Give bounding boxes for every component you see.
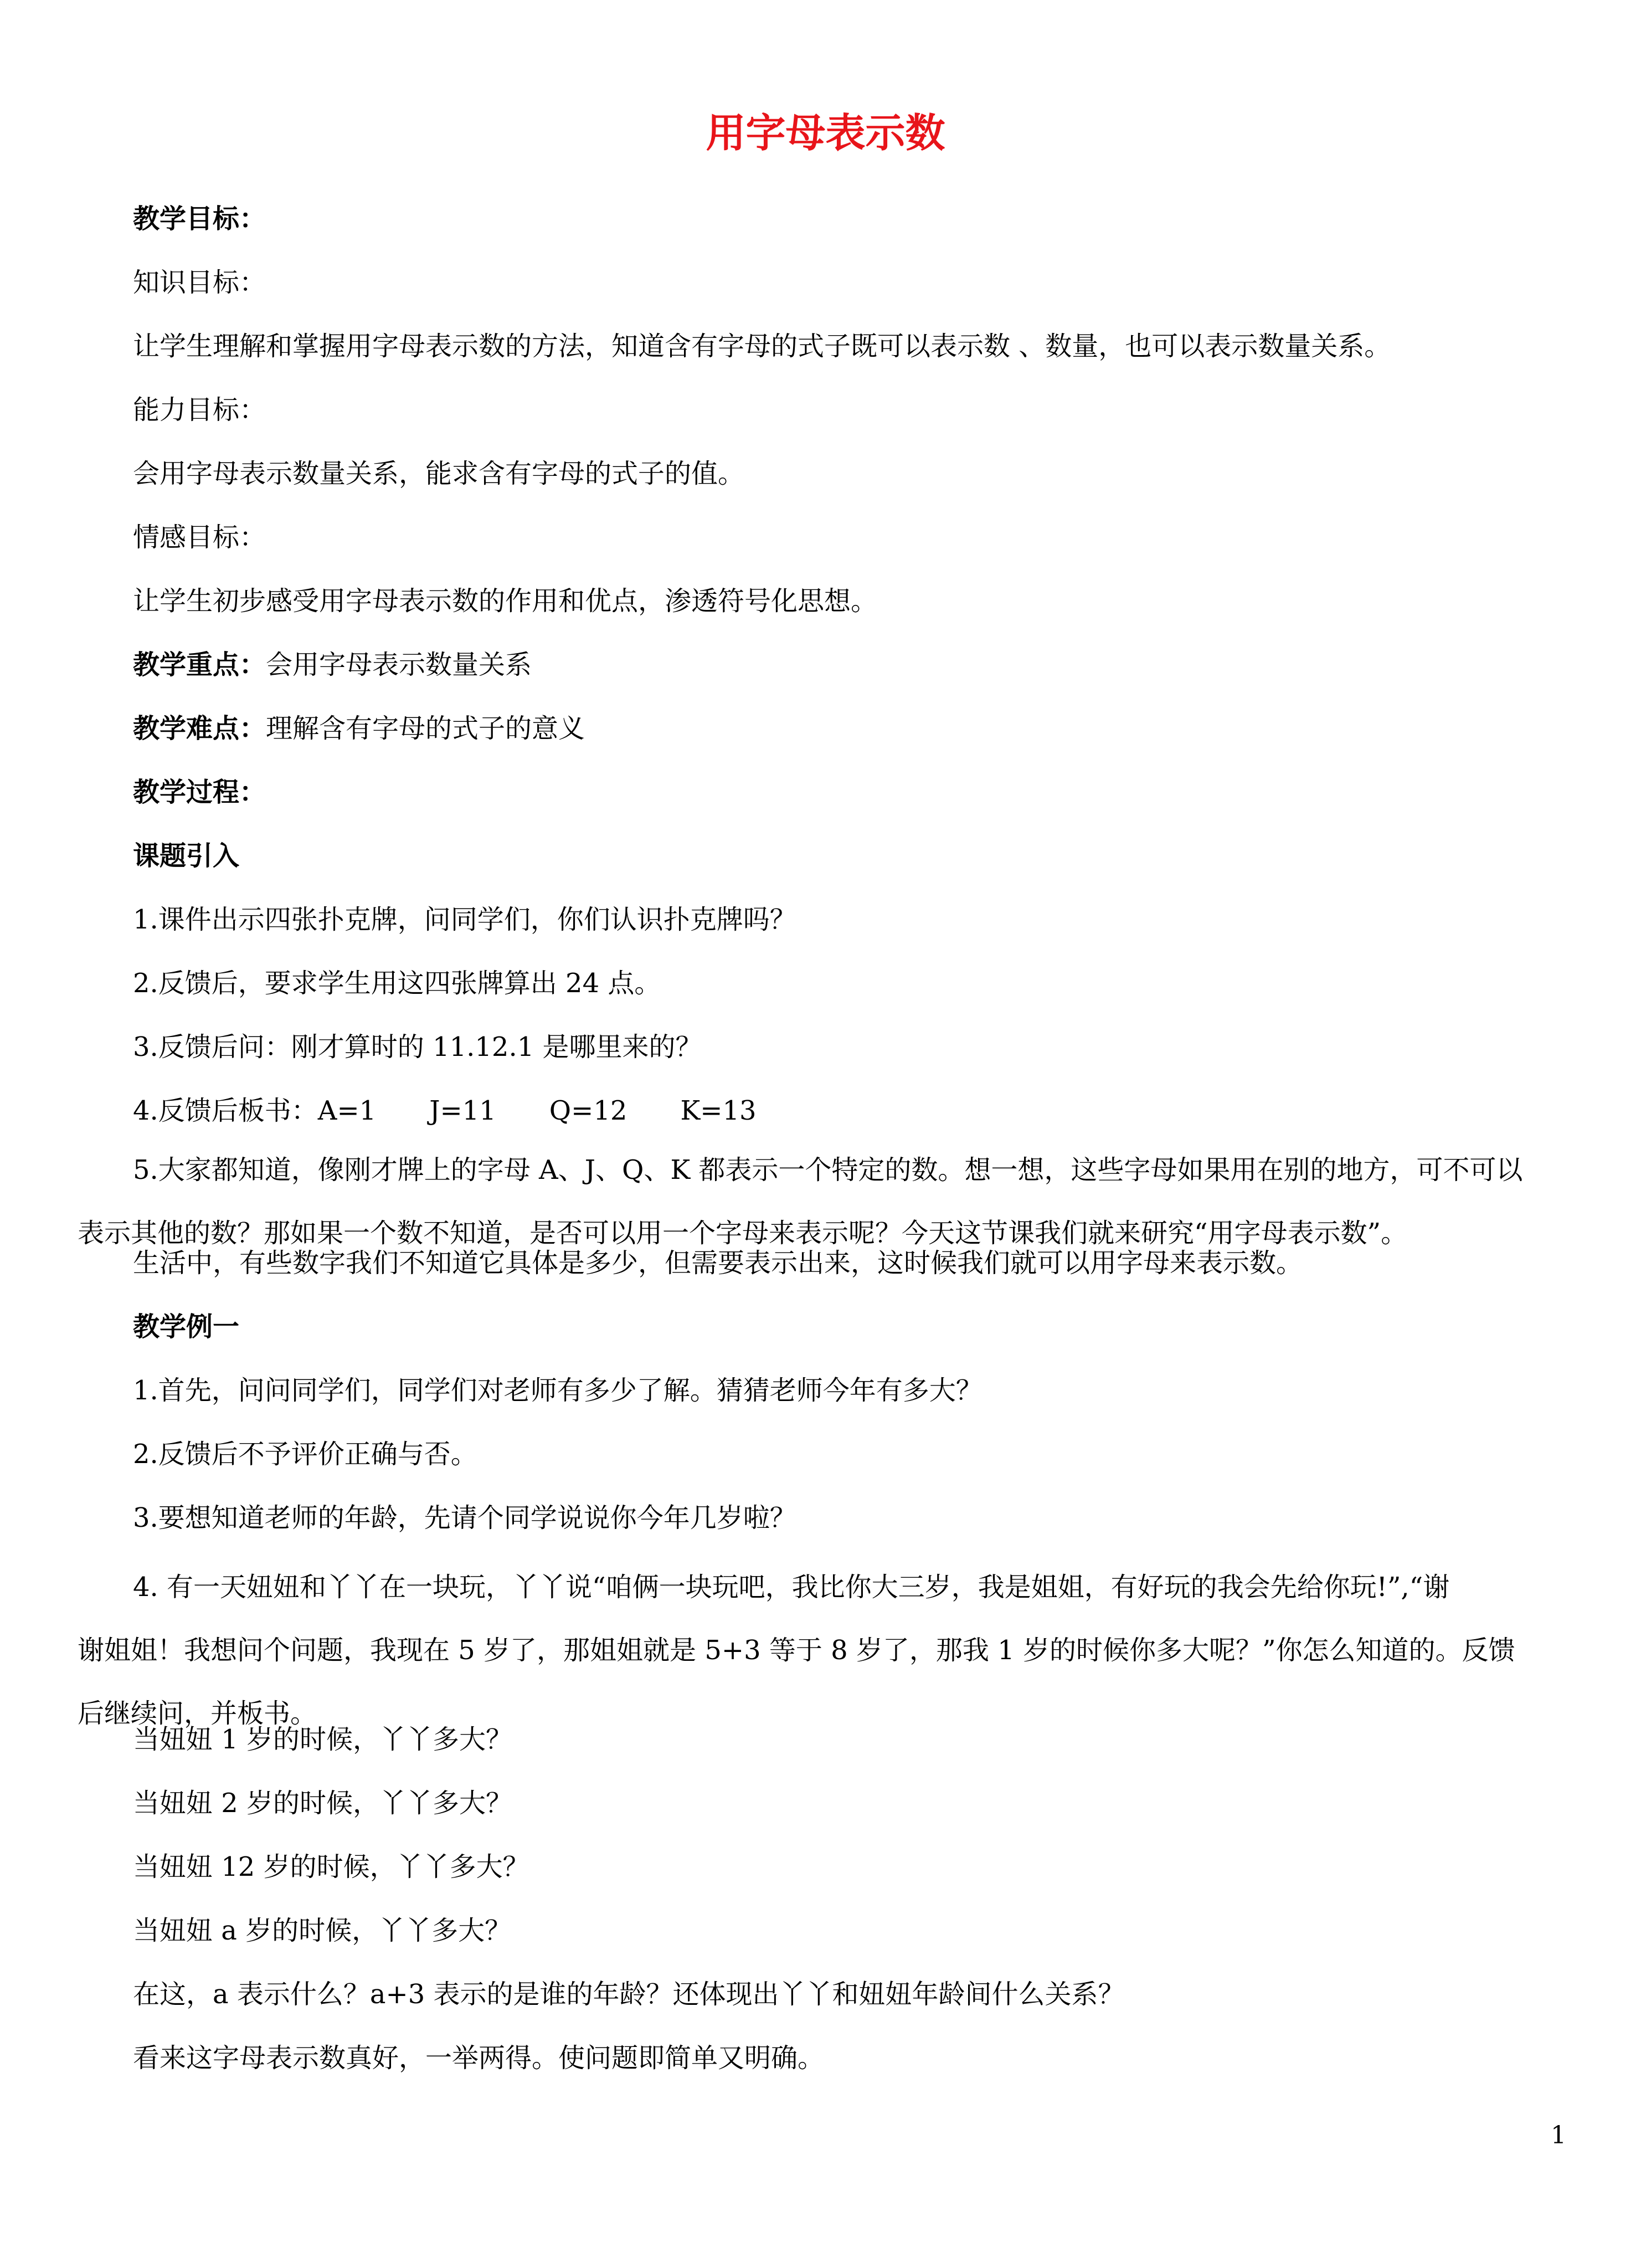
summary-1: 在这，a 表示什么？a+3 表示的是谁的年龄？还体现出丫丫和妞妞年龄间什么关系？ xyxy=(133,1979,1125,2010)
intro-item-5-line-2: 表示其他的数？那如果一个数不知道，是否可以用一个字母来表示呢？今天这节课我们就来研究“用字母表示数”。 xyxy=(78,1218,1408,1249)
example1-item-4 xyxy=(78,1556,1573,1745)
example1-item-1: 1.首先，问问同学们，同学们对老师有多少了解。猜猜老师今年有多大？ xyxy=(133,1375,983,1406)
summary-2: 看来这字母表示数真好，一举两得。使问题即简单又明确。 xyxy=(133,2043,825,2074)
intro-heading: 课题引入 xyxy=(133,840,240,871)
key-point-text: 会用字母表示数量关系 xyxy=(266,649,532,680)
knowledge-text: 让学生理解和掌握用字母表示数的方法，知道含有字母的式子既可以表示数 、数量，也可以表示数量关系。 xyxy=(133,331,1391,362)
process-heading: 教学过程： xyxy=(133,777,266,808)
intro-item-4: 4.反馈后板书：A=1 J=11 Q=12 K=13 xyxy=(133,1095,757,1126)
example1-item-4-line-3: 后继续问，并板书。 xyxy=(78,1698,317,1729)
emotion-text: 让学生初步感受用字母表示数的作用和优点，渗透符号化思想。 xyxy=(133,586,878,617)
emotion-label: 情感目标： xyxy=(133,522,266,553)
intro-item-2: 2.反馈后，要求学生用这四张牌算出 24 点。 xyxy=(133,968,661,999)
question-4: 当妞妞 a 岁的时候，丫丫多大？ xyxy=(133,1915,512,1946)
example1-item-4-line-1: 4. 有一天妞妞和丫丫在一块玩，丫丫说“咱俩一块玩吧，我比你大三岁，我是姐姐，有好玩的我会先给你玩!”,“谢 xyxy=(133,1572,1450,1603)
difficulty-text: 理解含有字母的式子的意义 xyxy=(266,713,585,744)
intro-item-3: 3.反馈后问：刚才算时的 11.12.1 是哪里来的？ xyxy=(133,1032,702,1063)
question-3: 当妞妞 12 岁的时候，丫丫多大？ xyxy=(133,1851,529,1882)
question-1: 当妞妞 1 岁的时候，丫丫多大？ xyxy=(133,1724,513,1755)
difficulty-label: 教学难点： xyxy=(133,713,266,744)
question-2: 当妞妞 2 岁的时候，丫丫多大？ xyxy=(133,1788,513,1819)
ability-label: 能力目标： xyxy=(133,394,266,425)
key-point xyxy=(133,643,532,687)
example1-item-3: 3.要想知道老师的年龄，先请个同学说说你今年几岁啦？ xyxy=(133,1502,796,1533)
key-point-label: 教学重点： xyxy=(133,649,266,680)
page-title: 用字母表示数 xyxy=(706,109,945,156)
life-text: 生活中，有些数字我们不知道它具体是多少，但需要表示出来，这时候我们就可以用字母来表示数。 xyxy=(133,1248,1303,1279)
page-number: 1 xyxy=(1551,2121,1566,2149)
intro-item-1: 1.课件出示四张扑克牌，问同学们，你们认识扑克牌吗？ xyxy=(133,904,796,935)
example1-heading: 教学例一 xyxy=(133,1311,240,1342)
knowledge-label: 知识目标： xyxy=(133,267,266,298)
example1-item-4-line-2: 谢姐姐！我想问个问题，我现在 5 岁了，那姐姐就是 5+3 等于 8 岁了，那我 1 岁的时候你多大呢？”你怎么知道的。反馈 xyxy=(78,1635,1515,1666)
intro-item-5-line-1: 5.大家都知道，像刚才牌上的字母 A、J、Q、K 都表示一个特定的数。想一想，这些字母如果用在别的地方，可不可以 xyxy=(133,1154,1523,1186)
ability-text: 会用字母表示数量关系，能求含有字母的式子的值。 xyxy=(133,458,745,489)
objectives-heading: 教学目标： xyxy=(133,203,266,234)
difficulty xyxy=(133,706,585,751)
example1-item-2: 2.反馈后不予评价正确与否。 xyxy=(133,1439,477,1470)
